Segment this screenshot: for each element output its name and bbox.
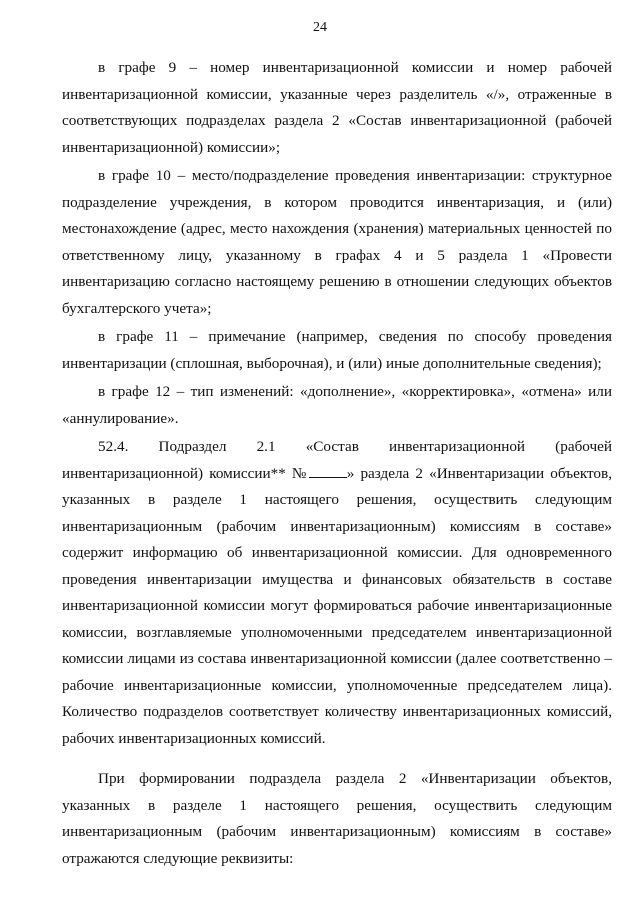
section-52-4-rest: » раздела 2 «Инвентаризации объектов, указанных в разделе 1 настоящего решения, осуществить следующим инвентаризационным (рабочим инвентаризационным) комиссиям в составе» содержит информацию об инвентаризационной комиссии. Для одновременного проведения инвентаризации имущества и финансовых обязательств в составе инвентаризационной комиссии могут формироваться рабочие инвентаризационные комиссии, возглавляемые уполномоченными председателем инвентаризационной комиссии лицами из состава инвентаризационной комиссии (далее соответственно – рабочие инвентаризационные комиссии, уполномоченные председателем лица). Количество подразделов соответствует количеству инвентаризационных комиссий, рабочих инвентаризационных комиссий. (62, 464, 612, 747)
paragraph-section-52-4 (62, 434, 612, 752)
page-number: 24 (313, 20, 327, 35)
number-blank-field (309, 463, 347, 478)
section-52-4-lead: 52.4. Подраздел 2.1 «Состав инвентаризационной (рабочей инвентаризационной) комиссии** № (62, 438, 612, 482)
paragraph-column-9: в графе 9 – номер инвентаризационной комиссии и номер рабочей инвентаризационной комиссии, указанные через разделитель «/», отраженные в соответствующих подразделах раздела 2 «Состав инвентаризационной (рабочей инвентаризационной) комиссии»; (62, 59, 612, 156)
paragraph-column-10: в графе 10 – место/подразделение проведения инвентаризации: структурное подразделение учреждения, в котором проводится инвентаризация, и (или) местонахождение (адрес, место нахождения (хранения) материальных ценностей по ответственному лицу, указанному в графах 4 и 5 раздела 1 «Провести инвентаризацию согласно настоящему решению в отношении следующих объектов бухгалтерского учета»; (62, 167, 612, 317)
document-body (62, 55, 612, 872)
paragraph-requisites-intro: При формировании подраздела раздела 2 «Инвентаризации объектов, указанных в разделе 1 настоящего решения, осуществить следующим инвентаризационным (рабочим инвентаризационным) комиссиям в составе» отражаются следующие реквизиты: (62, 770, 612, 867)
paragraph-column-11: в графе 11 – примечание (например, сведения по способу проведения инвентаризации (сплошная, выборочная), и (или) иные дополнительные сведения); (62, 328, 612, 372)
paragraph-column-12: в графе 12 – тип изменений: «дополнение», «корректировка», «отмена» или «аннулирование». (62, 383, 612, 427)
